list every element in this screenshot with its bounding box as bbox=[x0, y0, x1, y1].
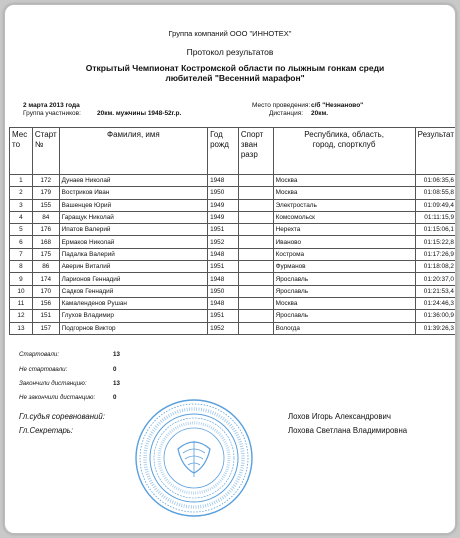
cell-year: 1951 bbox=[208, 261, 239, 273]
table-row bbox=[10, 248, 457, 260]
event-title-line1: Открытый Чемпионат Костромской области по лыжным гонкам среди bbox=[85, 63, 385, 73]
cell-result: 01:39:26,3 bbox=[415, 322, 456, 334]
cell-name: Ипатов Валерий bbox=[59, 224, 207, 236]
cell-place: 2 bbox=[10, 187, 33, 199]
cell-name: Подгорнов Виктор bbox=[59, 322, 207, 334]
cell-start: 174 bbox=[32, 273, 59, 285]
cell-start: 155 bbox=[32, 199, 59, 211]
cell-name: Камаленденов Рушан bbox=[59, 297, 207, 309]
stat-not-finished-label: Не закончили дистанцию: bbox=[19, 394, 96, 401]
cell-name: Ларионов Геннадий bbox=[59, 273, 207, 285]
distance-value: 20км. bbox=[311, 110, 329, 117]
cell-result: 01:15:06,1 bbox=[415, 224, 456, 236]
cell-result: 01:06:35,6 bbox=[415, 175, 456, 187]
cell-region: Комсомольск bbox=[273, 211, 415, 223]
cell-place: 5 bbox=[10, 224, 33, 236]
cell-year: 1949 bbox=[208, 199, 239, 211]
group-label: Группа участников: bbox=[23, 110, 81, 117]
cell-place: 6 bbox=[10, 236, 33, 248]
cell-rank bbox=[238, 261, 273, 273]
col-name-label: Фамилия, имя bbox=[107, 130, 160, 139]
judge-label: Гл.судья соревнований: bbox=[19, 412, 105, 421]
venue-value: с/б "Незнаново" bbox=[311, 102, 364, 109]
table-row bbox=[10, 285, 457, 297]
table-row bbox=[10, 297, 457, 309]
cell-rank bbox=[238, 175, 273, 187]
cell-name: Ермаков Николай bbox=[59, 236, 207, 248]
cell-result: 01:11:15,9 bbox=[415, 211, 456, 223]
table-row bbox=[10, 310, 457, 322]
cell-start: 157 bbox=[32, 322, 59, 334]
event-title-line2: любителей "Весенний марафон" bbox=[165, 73, 305, 83]
col-result-label: Результат bbox=[417, 130, 454, 139]
table-row bbox=[10, 236, 457, 248]
event-title bbox=[45, 63, 425, 83]
cell-place: 4 bbox=[10, 211, 33, 223]
secretary-label: Гл.Секретарь: bbox=[19, 426, 74, 435]
cell-result: 01:18:08,2 bbox=[415, 261, 456, 273]
results-table bbox=[9, 127, 456, 335]
cell-region: Ярославль bbox=[273, 310, 415, 322]
cell-region: Электросталь bbox=[273, 199, 415, 211]
cell-result: 01:21:53,4 bbox=[415, 285, 456, 297]
cell-result: 01:09:49,4 bbox=[415, 199, 456, 211]
cell-place: 7 bbox=[10, 248, 33, 260]
cell-rank bbox=[238, 297, 273, 309]
stat-started-value: 13 bbox=[113, 351, 120, 358]
cell-start: 170 bbox=[32, 285, 59, 297]
stat-started-label: Стартовали: bbox=[19, 351, 60, 358]
cell-start: 156 bbox=[32, 297, 59, 309]
cell-place: 1 bbox=[10, 175, 33, 187]
results-protocol-page bbox=[4, 4, 456, 534]
table-row bbox=[10, 322, 457, 334]
cell-year: 1948 bbox=[208, 248, 239, 260]
col-region-label: Республика, область, город, спортклуб bbox=[304, 130, 384, 149]
stat-not-started-value: 0 bbox=[113, 366, 117, 373]
venue-label: Место проведения: bbox=[252, 102, 311, 109]
cell-result: 01:20:37,0 bbox=[415, 273, 456, 285]
cell-start: 172 bbox=[32, 175, 59, 187]
cell-rank bbox=[238, 322, 273, 334]
cell-year: 1950 bbox=[208, 187, 239, 199]
stat-finished-label: Закончили дистанцию: bbox=[19, 380, 87, 387]
group-value: 20км. мужчины 1948-52г.р. bbox=[97, 110, 182, 117]
col-place-label: Мес то bbox=[12, 130, 28, 149]
col-start-label: Старт № bbox=[34, 130, 57, 149]
cell-start: 168 bbox=[32, 236, 59, 248]
col-rank bbox=[238, 128, 273, 175]
cell-region: Москва bbox=[273, 175, 415, 187]
cell-year: 1948 bbox=[208, 273, 239, 285]
round-seal-icon bbox=[133, 397, 255, 519]
col-region bbox=[273, 128, 415, 175]
cell-name: Падалка Валерий bbox=[59, 248, 207, 260]
cell-rank bbox=[238, 248, 273, 260]
table-row bbox=[10, 224, 457, 236]
cell-place: 11 bbox=[10, 297, 33, 309]
cell-year: 1952 bbox=[208, 236, 239, 248]
cell-start: 84 bbox=[32, 211, 59, 223]
table-row bbox=[10, 273, 457, 285]
table-row bbox=[10, 211, 457, 223]
cell-name: Востриков Иван bbox=[59, 187, 207, 199]
cell-rank bbox=[238, 273, 273, 285]
cell-region: Ярославль bbox=[273, 285, 415, 297]
cell-year: 1951 bbox=[208, 224, 239, 236]
cell-place: 9 bbox=[10, 273, 33, 285]
table-row bbox=[10, 261, 457, 273]
results-body bbox=[10, 175, 457, 335]
cell-place: 3 bbox=[10, 199, 33, 211]
cell-rank bbox=[238, 199, 273, 211]
cell-rank bbox=[238, 187, 273, 199]
cell-year: 1948 bbox=[208, 175, 239, 187]
cell-place: 10 bbox=[10, 285, 33, 297]
cell-rank bbox=[238, 211, 273, 223]
cell-result: 01:08:55,8 bbox=[415, 187, 456, 199]
judge-name: Лохов Игорь Александрович bbox=[288, 412, 391, 421]
col-rank-label: Спорт зван разр bbox=[240, 130, 264, 159]
cell-place: 12 bbox=[10, 310, 33, 322]
cell-rank bbox=[238, 224, 273, 236]
cell-region: Кострома bbox=[273, 248, 415, 260]
cell-region: Нерехта bbox=[273, 224, 415, 236]
table-row bbox=[10, 199, 457, 211]
cell-place: 8 bbox=[10, 261, 33, 273]
col-place bbox=[10, 128, 33, 175]
cell-result: 01:24:46,3 bbox=[415, 297, 456, 309]
stat-finished-value: 13 bbox=[113, 380, 120, 387]
cell-year: 1948 bbox=[208, 297, 239, 309]
cell-year: 1952 bbox=[208, 322, 239, 334]
col-name bbox=[59, 128, 207, 175]
cell-result: 01:15:22,8 bbox=[415, 236, 456, 248]
cell-rank bbox=[238, 285, 273, 297]
cell-region: Вологда bbox=[273, 322, 415, 334]
cell-region: Фурманов bbox=[273, 261, 415, 273]
protocol-title: Протокол результатов bbox=[186, 47, 274, 57]
cell-region: Москва bbox=[273, 297, 415, 309]
distance-label: Дистанция: bbox=[269, 110, 304, 117]
cell-place: 13 bbox=[10, 322, 33, 334]
cell-rank bbox=[238, 310, 273, 322]
cell-name: Гаращук Николай bbox=[59, 211, 207, 223]
cell-start: 175 bbox=[32, 248, 59, 260]
cell-rank bbox=[238, 236, 273, 248]
cell-result: 01:17:26,9 bbox=[415, 248, 456, 260]
cell-year: 1949 bbox=[208, 211, 239, 223]
event-date: 2 марта 2013 года bbox=[23, 102, 80, 109]
cell-start: 86 bbox=[32, 261, 59, 273]
col-year-label: Год рожд bbox=[210, 130, 229, 149]
cell-start: 179 bbox=[32, 187, 59, 199]
stat-not-finished-value: 0 bbox=[113, 394, 117, 401]
cell-name: Аверин Виталий bbox=[59, 261, 207, 273]
col-start bbox=[32, 128, 59, 175]
cell-region: Ярославль bbox=[273, 273, 415, 285]
cell-year: 1951 bbox=[208, 310, 239, 322]
cell-start: 151 bbox=[32, 310, 59, 322]
cell-name: Вашенцев Юрий bbox=[59, 199, 207, 211]
table-row bbox=[10, 175, 457, 187]
company-name: Группа компаний ООО "ИННОТЕХ" bbox=[168, 29, 292, 38]
cell-name: Глухов Владимир bbox=[59, 310, 207, 322]
cell-region: Иваново bbox=[273, 236, 415, 248]
col-year bbox=[208, 128, 239, 175]
stat-not-started-label: Не стартовали: bbox=[19, 366, 68, 373]
results-header-row bbox=[10, 128, 457, 175]
cell-name: Дунаев Николай bbox=[59, 175, 207, 187]
cell-region: Москва bbox=[273, 187, 415, 199]
cell-result: 01:36:00,9 bbox=[415, 310, 456, 322]
cell-start: 176 bbox=[32, 224, 59, 236]
cell-name: Садков Геннадий bbox=[59, 285, 207, 297]
col-result bbox=[415, 128, 456, 175]
secretary-name: Лохова Светлана Владимировна bbox=[288, 426, 408, 435]
table-row bbox=[10, 187, 457, 199]
cell-year: 1950 bbox=[208, 285, 239, 297]
